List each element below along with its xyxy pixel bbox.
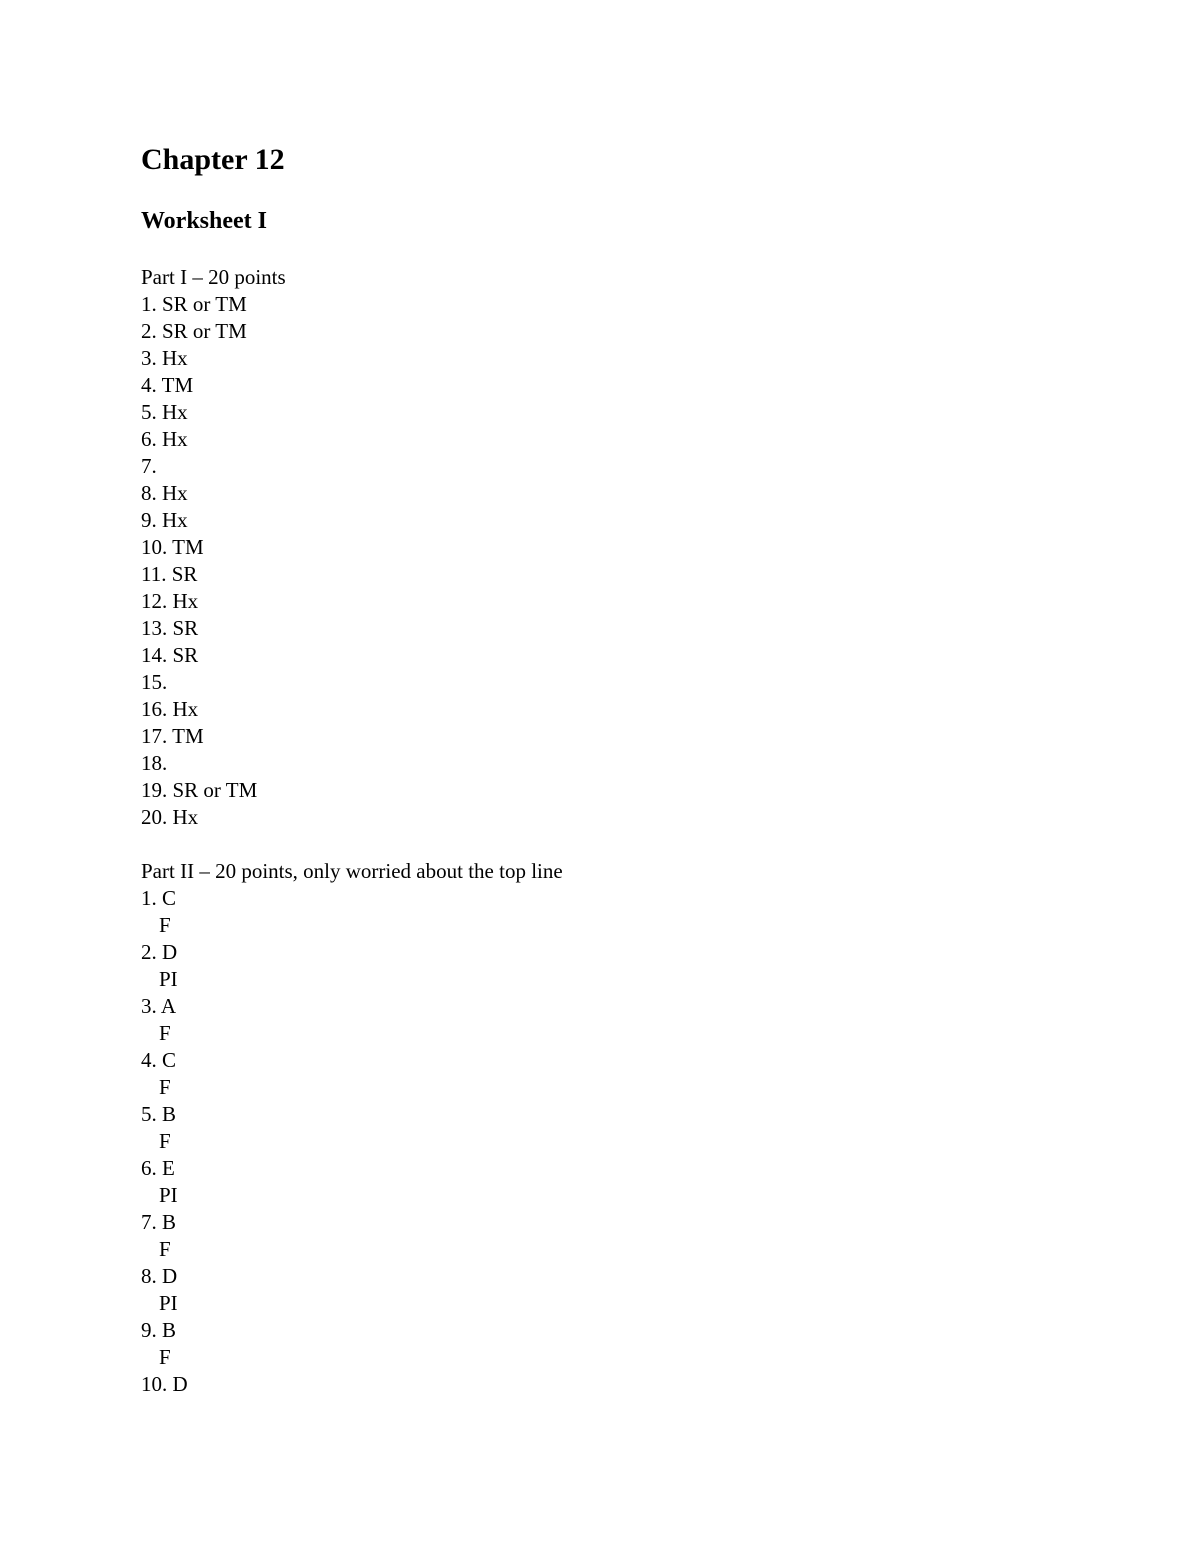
- part-two-answer-subline: PI: [159, 967, 178, 991]
- part-two-answer-line: 2. D: [141, 940, 178, 964]
- part-one-answer-line: 1. SR or TM: [141, 292, 247, 316]
- part-two-answer-line: 1. C: [141, 886, 177, 910]
- chapter-title: Chapter 12: [141, 143, 285, 176]
- part-one-answer-line: 6. Hx: [141, 427, 188, 451]
- part-two-answer-subline: F: [159, 913, 171, 937]
- part-two-answer-subline: F: [159, 1237, 171, 1261]
- part-two-answer-line: 3. A: [141, 994, 177, 1018]
- part-two-answer-line: 9. B: [141, 1318, 177, 1342]
- part-one-answer-line: 8. Hx: [141, 481, 188, 505]
- part-two-answer-line: 10. D: [141, 1372, 188, 1396]
- part-two-section: [141, 858, 563, 1398]
- part-one-answer-line: 11. SR: [141, 562, 198, 586]
- part-two-answer-subline: PI: [159, 1183, 178, 1207]
- part-one-answer-line: 15.: [141, 670, 168, 694]
- part-two-answer-subline: F: [159, 1345, 171, 1369]
- part-one-answer-list: [141, 291, 286, 831]
- part-one-section: [141, 264, 286, 831]
- part-one-answer-line: 12. Hx: [141, 589, 199, 613]
- part-two-heading: Part II – 20 points, only worried about the top line: [141, 859, 563, 883]
- part-one-answer-line: 10. TM: [141, 535, 204, 559]
- part-one-heading: Part I – 20 points: [141, 265, 286, 289]
- part-two-answer-line: 4. C: [141, 1048, 177, 1072]
- part-two-answer-line: 8. D: [141, 1264, 178, 1288]
- part-two-answer-line: 5. B: [141, 1102, 177, 1126]
- part-one-answer-line: 13. SR: [141, 616, 199, 640]
- part-one-answer-line: 14. SR: [141, 643, 199, 667]
- part-one-answer-line: 19. SR or TM: [141, 778, 258, 802]
- part-one-answer-line: 17. TM: [141, 724, 204, 748]
- part-one-answer-line: 7.: [141, 454, 157, 478]
- part-one-answer-line: 16. Hx: [141, 697, 199, 721]
- part-one-answer-line: 2. SR or TM: [141, 319, 247, 343]
- part-two-answer-subline: F: [159, 1129, 171, 1153]
- part-one-answer-line: 18.: [141, 751, 168, 775]
- part-one-answer-line: 5. Hx: [141, 400, 188, 424]
- worksheet-title: Worksheet I: [141, 208, 267, 234]
- part-one-answer-line: 9. Hx: [141, 508, 188, 532]
- part-two-answer-line: 6. E: [141, 1156, 175, 1180]
- part-two-answer-subline: F: [159, 1075, 171, 1099]
- part-one-answer-line: 20. Hx: [141, 805, 199, 829]
- part-one-answer-line: 3. Hx: [141, 346, 188, 370]
- part-two-answer-line: 7. B: [141, 1210, 177, 1234]
- part-one-answer-line: 4. TM: [141, 373, 194, 397]
- part-two-answer-subline: PI: [159, 1291, 178, 1315]
- part-two-answer-subline: F: [159, 1021, 171, 1045]
- part-two-answer-list: [141, 885, 563, 1398]
